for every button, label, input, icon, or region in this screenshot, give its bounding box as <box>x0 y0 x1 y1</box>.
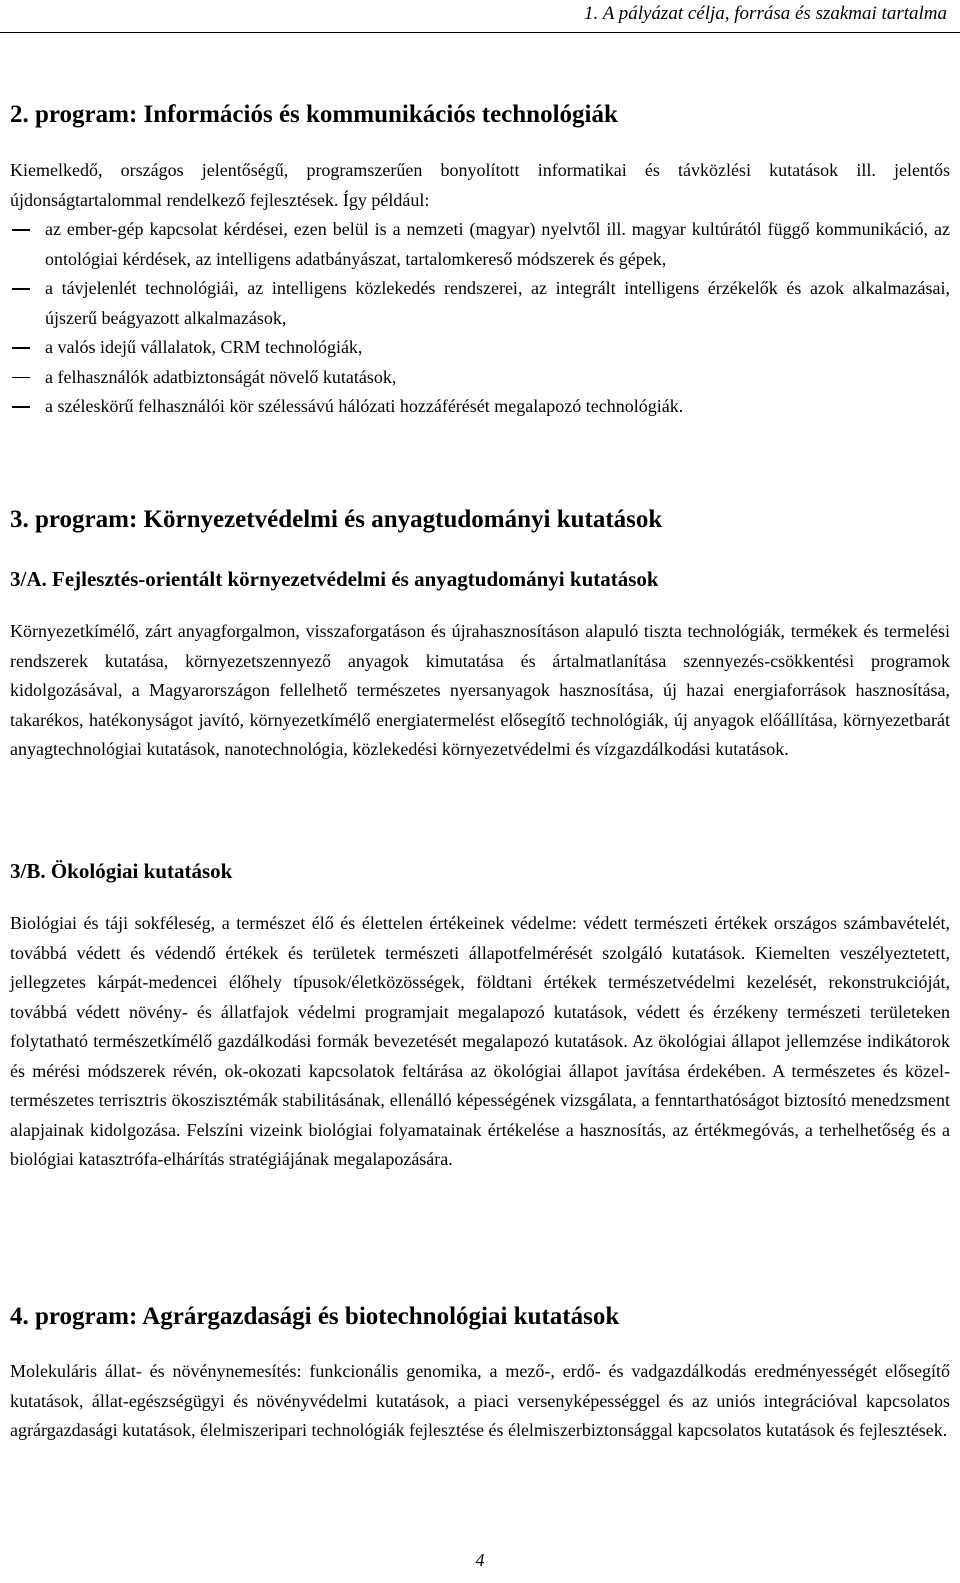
dash-bullet-icon <box>12 288 30 290</box>
dash-bullet-icon <box>12 377 30 379</box>
dash-bullet-icon <box>12 229 30 231</box>
program4-text: Molekuláris állat- és növénynemesítés: funkcionális genomika, a mező-, erdő- és vadgazdálkodás eredményességét elősegítő kutatások, állat-egészségügyi és növényvédelmi kutatások, a piaci versenyképességgel és az uniós integrációval kapcsolatos agrárgazdasági kutatások, élelmiszeripari technológiák fejlesztése és élelmiszerbiztonsággal kapcsolatos kutatások és fejlesztések. <box>10 1361 950 1440</box>
list-item: a valós idejű vállalatok, CRM technológiák, <box>10 333 950 363</box>
program2-heading: 2. program: Információs és kommunikációs technológiák <box>10 101 618 128</box>
program2-bullet-list <box>10 215 950 422</box>
running-header: 1. A pályázat célja, forrása és szakmai tartalma <box>584 3 947 24</box>
list-item: a széleskörű felhasználói kör szélessávú hálózati hozzáférését megalapozó technológiák. <box>10 392 950 422</box>
program3a-heading: 3/A. Fejlesztés-orientált környezetvédelmi és anyagtudományi kutatások <box>10 567 659 591</box>
header-rule <box>0 32 960 33</box>
program3-heading: 3. program: Környezetvédelmi és anyagtudományi kutatások <box>10 506 663 533</box>
program3b-heading: 3/B. Ökológiai kutatások <box>10 859 233 883</box>
program3a-text: Környezetkímélő, zárt anyagforgalmon, visszaforgatáson és újrahasznosításon alapuló tiszta technológiák, termékek és termelési rendszerek kutatása, környezetszennyező anyagok kimutatása és ártalmatlanítása szennyezés-csökkentési programok kidolgozásával, a Magyarországon fellelhető természetes nyersanyagok hasznosítása, új hazai energiaforrások hasznosítása, takarékos, hatékonyságot javító, környezetkímélő energiatermelést elősegítő technológiák, új anyagok előállítása, környezetbarát anyagtechnológiai kutatások, nanotechnológia, közlekedési környezetvédelmi és vízgazdálkodási kutatások. <box>10 621 950 759</box>
dash-bullet-icon <box>12 347 30 349</box>
page-number: 4 <box>475 1550 485 1570</box>
dash-bullet-icon <box>12 406 30 408</box>
program2-intro: Kiemelkedő, országos jelentőségű, programszerűen bonyolított informatikai és távközlési kutatások ill. jelentős újdonságtartalommal rendelkező fejlesztések. Így például: <box>10 160 950 210</box>
list-item: az ember-gép kapcsolat kérdései, ezen belül is a nemzeti (magyar) nyelvtől ill. magyar kultúrától függő kommunikáció, az ontológiai kérdések, az intelligens adatbányászat, tartalomkereső módszerek és gépek, <box>10 215 950 274</box>
list-item: a távjelenlét technológiái, az intelligens közlekedés rendszerei, az integrált intelligens érzékelők és azok alkalmazásai, újszerű beágyazott alkalmazások, <box>10 274 950 333</box>
program4-heading: 4. program: Agrárgazdasági és biotechnológiai kutatások <box>10 1303 620 1330</box>
program3b-text: Biológiai és táji sokféleség, a természet élő és élettelen értékeinek védelme: védett természeti értékek országos számbavételét, továbbá védett és védendő értékek és területek természeti állapotfelmérését szolgáló kutatások. Kiemelten veszélyeztetett, jellegzetes kárpát-medencei élőhely típusok/életközösségek, földtani értékek természetvédelmi kezelését, rekonstrukcióját, továbbá védett növény- és állatfajok védelmi programjait megalapozó kutatások, védett és érzékeny természeti területeken folytatható természetkímélő gazdálkodási formák bevezetését megalapozó kutatások. Az ökológiai állapot jellemzése indikátorok és mérési módszerek révén, ok-okozati kapcsolatok feltárása az ökológiai állapot javítása érdekében. A természetes és közel-természetes terrisztris ökoszisztémák stabilitásának, ellenálló képességének vizsgálata, a fenntarthatóságot biztosító menedzsment alapjainak kidolgozása. Felszíni vizeink biológiai folyamatainak értékelése a hasznosítás, az értékmegóvás, a terhelhetőség és a biológiai katasztrófa-elhárítás stratégiájának megalapozására. <box>10 913 950 1169</box>
list-item: a felhasználók adatbiztonságát növelő kutatások, <box>10 363 950 393</box>
